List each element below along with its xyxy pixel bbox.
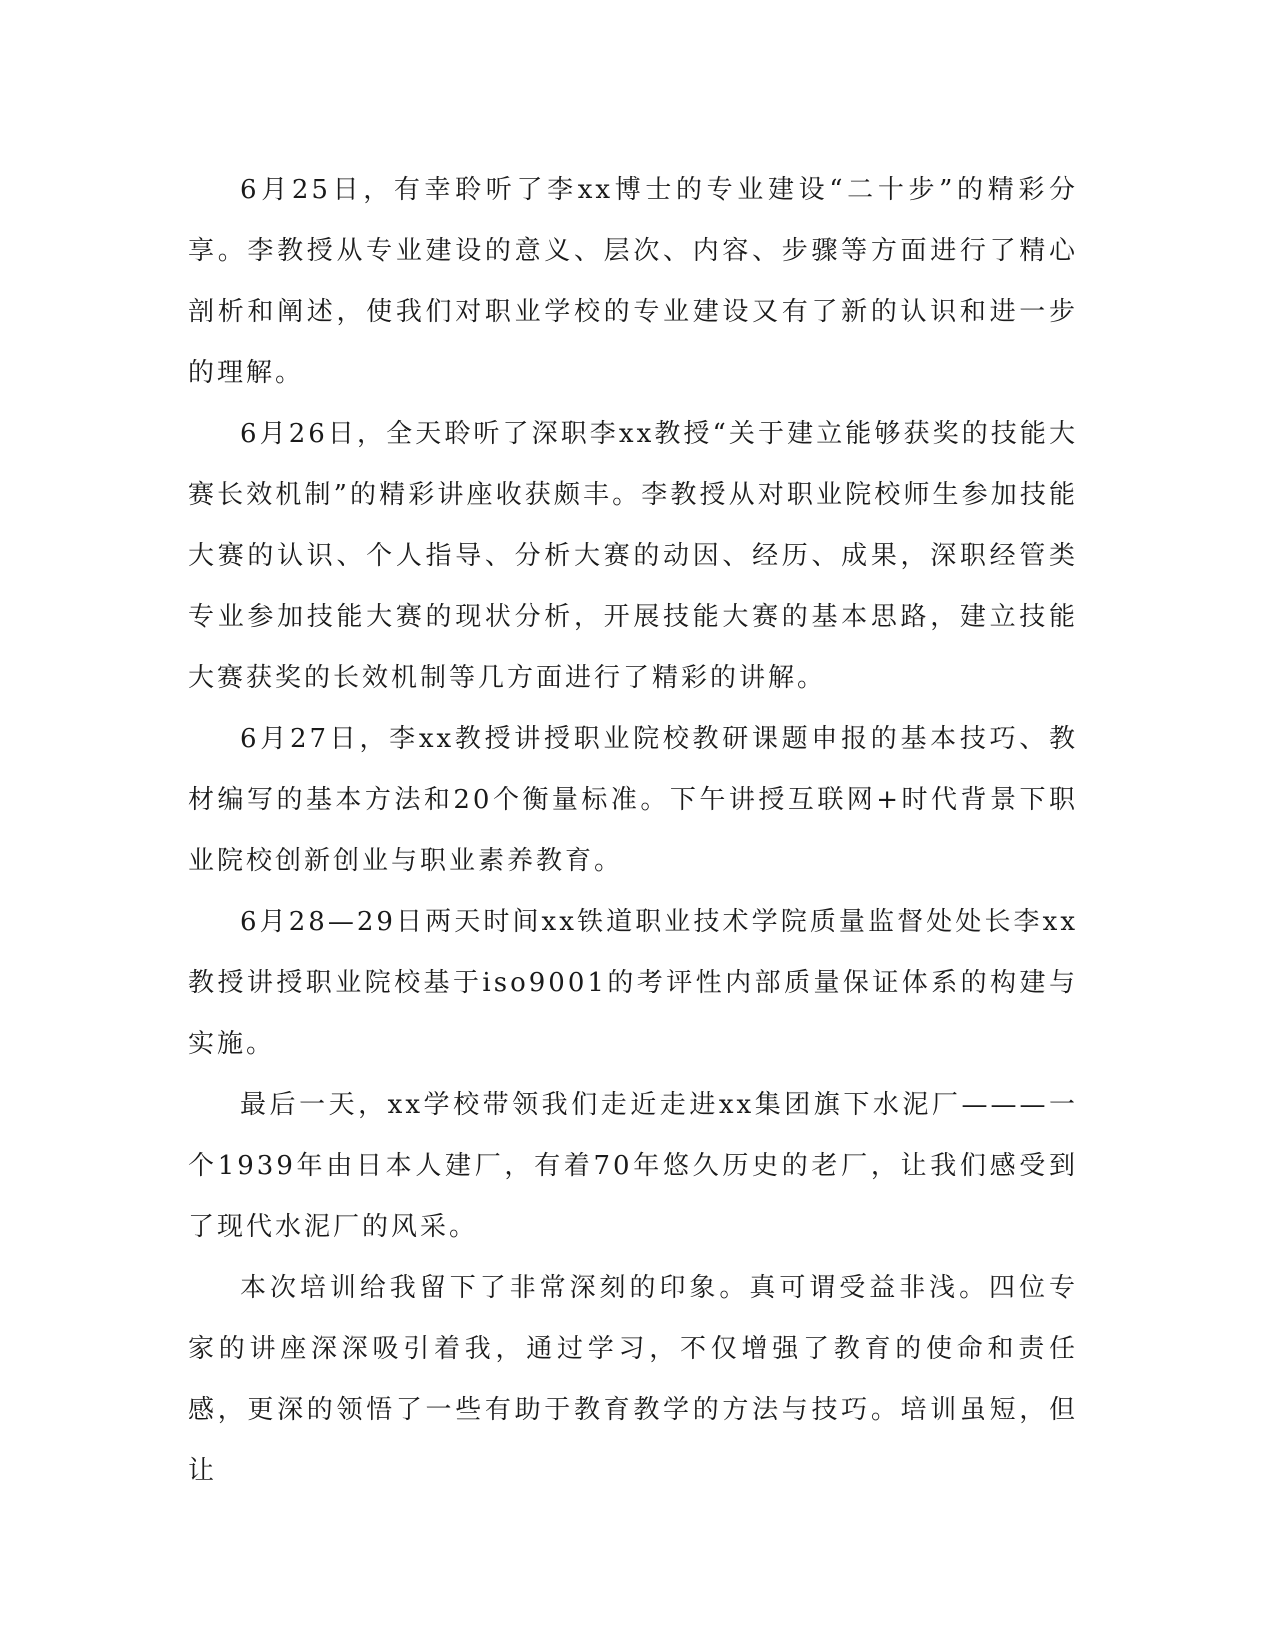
document-body	[188, 160, 1078, 1502]
paragraph-june-27: 6月27日，李xx教授讲授职业院校教研课题申报的基本技巧、教材编写的基本方法和20个衡量标准。下午讲授互联网+时代背景下职业院校创新创业与职业素养教育。	[188, 724, 1078, 876]
paragraph-june-26: 6月26日，全天聆听了深职李xx教授“关于建立能够获奖的技能大赛长效机制”的精彩讲座收获颇丰。李教授从对职业院校师生参加技能大赛的认识、个人指导、分析大赛的动因、经历、成果，深职经管类专业参加技能大赛的现状分析，开展技能大赛的基本思路，建立技能大赛获奖的长效机制等几方面进行了精彩的讲解。	[188, 419, 1078, 693]
paragraph-training-summary: 本次培训给我留下了非常深刻的印象。真可谓受益非浅。四位专家的讲座深深吸引着我，通过学习，不仅增强了教育的使命和责任感，更深的领悟了一些有助于教育教学的方法与技巧。培训虽短，但让	[188, 1273, 1078, 1486]
paragraph-june-28-29: 6月28—29日两天时间xx铁道职业技术学院质量监督处处长李xx教授讲授职业院校基于iso9001的考评性内部质量保证体系的构建与实施。	[188, 907, 1078, 1059]
paragraph-last-day: 最后一天，xx学校带领我们走近走进xx集团旗下水泥厂———一个1939年由日本人建厂，有着70年悠久历史的老厂，让我们感受到了现代水泥厂的风采。	[188, 1090, 1078, 1242]
paragraph-june-25: 6月25日，有幸聆听了李xx博士的专业建设“二十步”的精彩分享。李教授从专业建设的意义、层次、内容、步骤等方面进行了精心剖析和阐述，使我们对职业学校的专业建设又有了新的认识和进一步的理解。	[188, 175, 1078, 388]
